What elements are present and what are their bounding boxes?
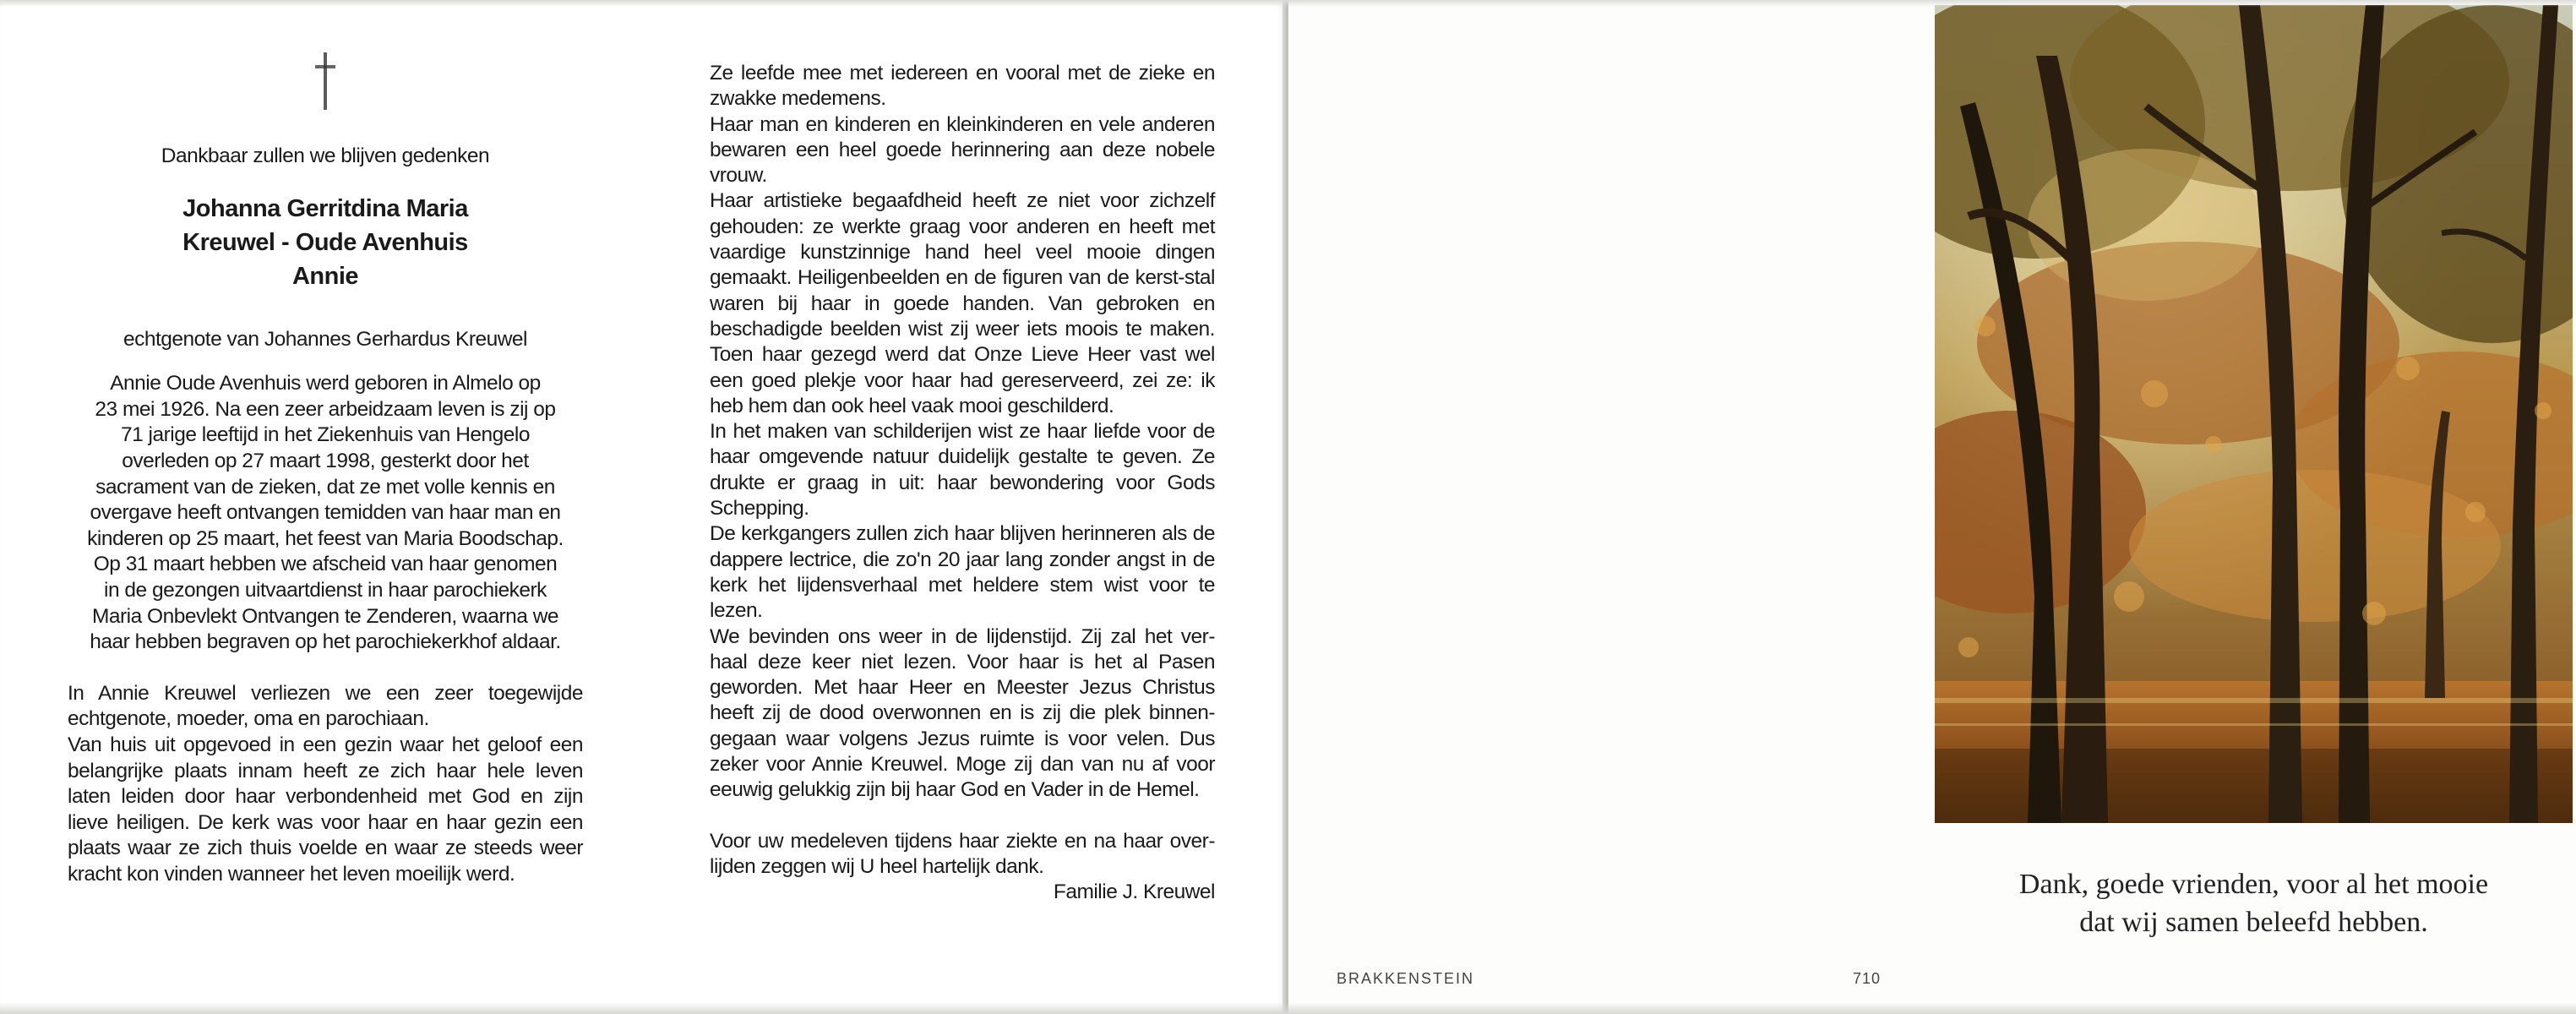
publisher-label: BRAKKENSTEIN <box>1337 970 1475 987</box>
bio-line: Annie Oude Avenhuis werd geboren in Almelo op <box>110 372 541 395</box>
intro-text: Dankbaar zullen we blijven gedenken <box>161 144 490 167</box>
cross-icon <box>308 51 342 112</box>
memorial-paragraph: We bevinden ons weer in de lijdenstijd. Zij zal het ver-haal deze keer niet lezen. Voor haar is het al Pasen geworden. Met haar Heer en Meester Jezus Christus heeft zij de dood overwonnen en is zij die plek binnen-gegaan waar volgens Jezus ruimte is voor velen. Dus zeker voor Annie Kreuwel. Moge zij dan van nu af voor eeuwig gelukkig zijn bij haar God en Vader in de Hemel. <box>710 624 1215 802</box>
deceased-name <box>68 192 583 293</box>
bio-paragraph: In Annie Kreuwel verliezen we een zeer toegewijde echtgenote, moeder, oma en parochiaan. <box>68 681 583 731</box>
bio-line: overleden op 27 maart 1998, gesterkt door het <box>122 449 529 472</box>
bottom-edge <box>0 1002 2576 1014</box>
family-signature: Familie J. Kreuwel <box>1053 880 1215 904</box>
thanks-caption <box>1935 865 2573 941</box>
bio-line: 71 jarige leeftijd in het Ziekenhuis van Hengelo <box>120 423 531 447</box>
autumn-forest-photo <box>1935 5 2573 823</box>
right-column <box>710 61 1215 906</box>
forest-illustration <box>1935 5 2573 823</box>
spacer <box>710 804 1215 829</box>
top-edge <box>0 0 2576 7</box>
biography-paragraphs <box>68 681 583 888</box>
bio-line: in de gezongen uitvaartdienst in haar parochiekerk <box>104 578 547 602</box>
caption-line: dat wij samen beleefd hebben. <box>2079 907 2428 938</box>
bio-line: kinderen op 25 maart, het feest van Maria Boodschap. <box>87 526 564 550</box>
card-number: 710 <box>1853 970 1882 987</box>
bio-line: 23 mei 1926. Na een zeer arbeidzaam leven is zij op <box>95 397 556 421</box>
bio-line: haar hebben begraven op het parochiekerkhof aldaar. <box>90 630 561 654</box>
memorial-paragraph: Haar artistieke begaafdheid heeft ze niet voor zichzelf gehouden: ze werkte graag voor anderen en heeft met vaardige kunstzinnige hand heel veel mooie dingen gemaakt. Heiligenbeelden en de figuren van de kerst-stal waren bij haar in goede handen. Van gebroken en beschadigde beelden wist zij weer iets moois te maken. Toen haar gezegd werd dat Onze Lieve Heer vast wel een goed plekje voor haar had gereserveerd, zei ze: ik heb hem dan ook heel vaak mooi geschilderd. <box>710 189 1215 417</box>
name-line: Johanna Gerritdina Maria <box>182 194 468 222</box>
bio-line: Op 31 maart hebben we afscheid van haar genomen <box>93 553 558 576</box>
memorial-paragraph: Haar man en kinderen en kleinkinderen en vele anderen bewaren een heel goede herinnering aan deze nobele vrouw. <box>710 112 1215 188</box>
bio-line: sacrament van de zieken, dat ze met volle kennis en <box>95 475 555 499</box>
bio-line: overgave heeft ontvangen temidden van haar man en <box>90 501 561 525</box>
bio-line: Maria Onbevlekt Ontvangen te Zenderen, waarna we <box>91 604 559 628</box>
memorial-paragraph: De kerkgangers zullen zich haar blijven herinneren als de dappere lectrice, die zo'n 20 jaar lang zonder angst in de kerk het lijdensverhaal met heldere stem wist voor te lezen. <box>710 522 1215 623</box>
bio-paragraph: Van huis uit opgevoed in een gezin waar het geloof een belangrijke plaats innam heeft ze zich haar hele leven laten leiden door haar verbondenheid met God en zijn lieve heiligen. De kerk was voor haar en haar gezin een plaats waar ze zich thuis voelde en waar ze steeds weer kracht kon vinden wanneer het leven moeilijk werd. <box>68 733 583 886</box>
memorial-paragraph: Ze leefde mee met iedereen en vooral met de zieke en zwakke medemens. <box>710 62 1215 111</box>
memorial-paragraph: In het maken van schilderijen wist ze haar liefde voor de haar omgevende natuur duidelijk gestalte te geven. Ze drukte er graag in uit: haar bewondering voor Gods Schepping. <box>710 420 1215 521</box>
name-line: Annie <box>291 262 359 290</box>
spouse-line: echtgenote van Johannes Gerhardus Kreuwel <box>123 327 527 351</box>
caption-line: Dank, goede vrienden, voor al het mooie <box>2018 869 2489 900</box>
name-line: Kreuwel - Oude Avenhuis <box>182 228 468 256</box>
left-column <box>68 51 583 887</box>
biography-centered <box>68 371 583 656</box>
thanks-paragraph: Voor uw medeleven tijdens haar ziekte en na haar over-lijden zeggen wij U heel hartelijk dank. <box>710 829 1215 878</box>
